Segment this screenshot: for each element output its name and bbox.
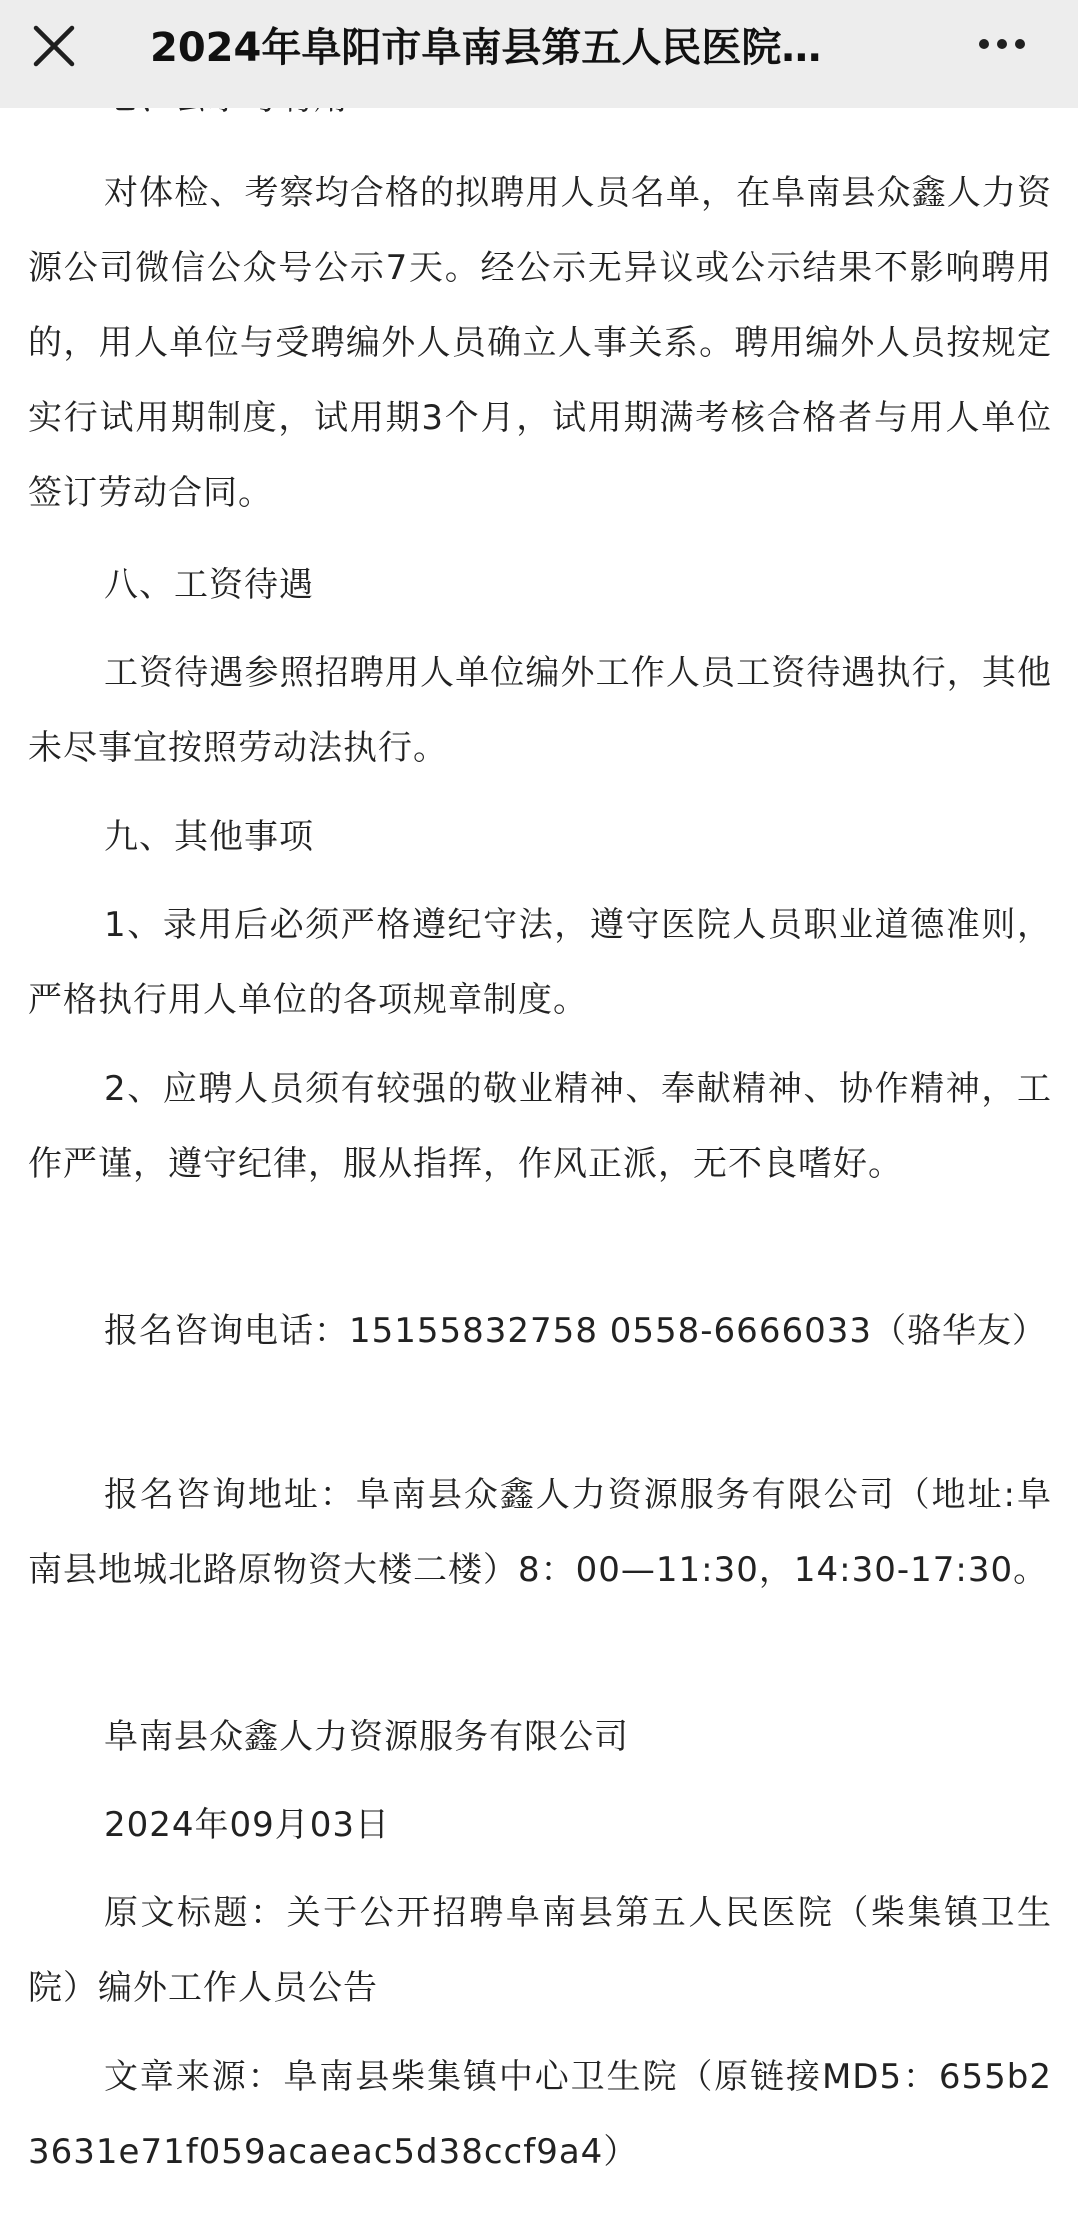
section-heading-other: 九、其他事项: [104, 817, 314, 857]
section-heading-salary: 八、工资待遇: [104, 565, 314, 605]
original-title: 原文标题：关于公开招聘阜南县第五人民医院（柴集镇卫生院）编外工作人员公告: [28, 1893, 1052, 2008]
page-title: 2024年阜阳市阜南县第五人民医院…: [150, 25, 822, 71]
more-icon[interactable]: [970, 20, 1034, 68]
paragraph-other-2: 2、应聘人员须有较强的敬业精神、奉献精神、协作精神，工作严谨，遵守纪律，服从指挥，作风正派，无不良嗜好。: [28, 1069, 1052, 1184]
paragraph-other-1: 1、录用后必须严格遵纪守法，遵守医院人员职业道德准则，严格执行用人单位的各项规章制度。: [28, 905, 1052, 1020]
signature-date: 2024年09月03日: [104, 1805, 391, 1845]
paragraph-salary: 工资待遇参照招聘用人单位编外工作人员工资待遇执行，其他未尽事宜按照劳动法执行。: [28, 653, 1052, 768]
signature-company: 阜南县众鑫人力资源服务有限公司: [104, 1717, 629, 1757]
paragraph-address: 报名咨询地址：阜南县众鑫人力资源服务有限公司（地址:阜南县地城北路原物资大楼二楼）8：00—11:30，14:30-17:30。: [28, 1475, 1052, 1590]
paragraph-publicity-employment: 对体检、考察均合格的拟聘用人员名单，在阜南县众鑫人力资源公司微信公众号公示7天。经公示无异议或公示结果不影响聘用的，用人单位与受聘编外人员确立人事关系。聘用编外人员按规定实行试用期制度，试用期3个月，试用期满考核合格者与用人单位签订劳动合同。: [28, 173, 1052, 513]
top-navigation-bar: [0, 0, 1078, 108]
close-icon[interactable]: [26, 18, 82, 74]
paragraph-phone: 报名咨询电话：15155832758 0558-6666033（骆华友）: [104, 1311, 1047, 1351]
article-source: 文章来源：阜南县柴集镇中心卫生院（原链接MD5：655b23631e71f059acaeac5d38ccf9a4）: [28, 2057, 1052, 2172]
